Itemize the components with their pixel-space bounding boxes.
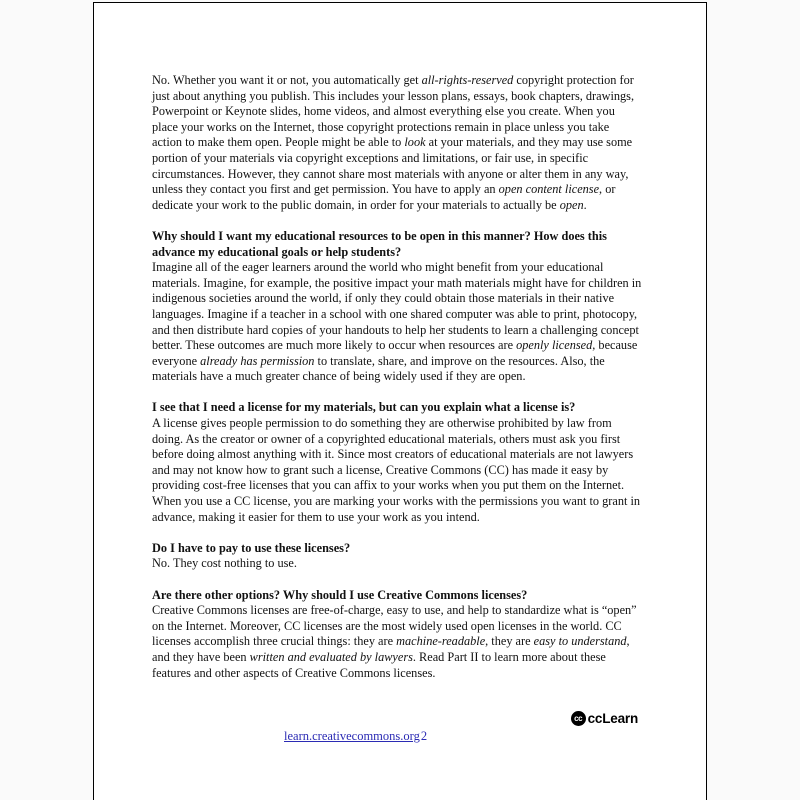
- cc-icon: [571, 711, 586, 726]
- text-run: A license gives people permission to do something they are otherwise prohibited by law from doing. As the creator or owner of a copyrighted educational materials, others must ask you first before doing almost anything with it. Since most creators of educational materials are not lawyers and may not know how to grant such a license, Creative Commons (CC) has made it easy by providing cost-free licenses that you can affix to your works when you put them on the Internet. When you use a CC license, you are marking your works with the permissions you want to grant in advance, making it easier for them to use your work as you intend.: [152, 416, 641, 524]
- document-page: [93, 2, 707, 800]
- text-run-italic: written and evaluated by lawyers: [249, 649, 413, 664]
- text-run-italic: openly licensed: [516, 338, 593, 353]
- cclearn-logo-text: ccLearn: [587, 711, 638, 726]
- cclearn-logo: [571, 711, 638, 726]
- question-heading-what-is-license: I see that I need a license for my materials, but can you explain what a license is?: [152, 400, 576, 415]
- question-heading-why-open: Why should I want my educational resources to be open in this manner? How does this advance my educational goals or help students?: [152, 228, 607, 259]
- text-run-italic: already has permission: [200, 353, 315, 368]
- text-run-italic: machine-readable: [396, 634, 486, 649]
- text-run-italic: open: [559, 197, 584, 212]
- text-run: to translate, share, and improve on the resources. Also, the materials have a much greater chance of being widely used if they are open.: [152, 353, 605, 384]
- paragraph-license-answer: [152, 416, 642, 525]
- text-run: Creative Commons licenses are free-of-charge, easy to use, and help to standardize what is “open” on the Internet. Moreover, CC licenses are the most widely used open licenses in the world. CC licenses accomplish three crucial things: they are: [152, 603, 637, 649]
- document-body: [152, 73, 642, 681]
- footer-link[interactable]: learn.creativecommons.org: [284, 729, 420, 743]
- paragraph-other-options-answer: [152, 603, 642, 681]
- page-footer: [284, 729, 427, 744]
- text-run: at your materials, and they may use some portion of your materials via copyright exceptions and limitations, or fair use, in specific circumstances. However, they cannot share most materials with anyone or alter them in any way, unless they contact you first and get permission. You have to apply an: [152, 135, 633, 197]
- text-run: , or dedicate your work to the public domain, in order for your materials to actually be: [152, 182, 616, 212]
- text-run-italic: open content license: [498, 182, 600, 197]
- page-number: 2: [420, 729, 428, 743]
- question-heading-other-options: Are there other options? Why should I use Creative Commons licenses?: [152, 587, 528, 602]
- text-run: No. Whether you want it or not, you automatically get: [152, 73, 422, 87]
- cc-icon-letters: cc: [574, 713, 583, 723]
- text-run: Imagine all of the eager learners around the world who might benefit from your educational materials. Imagine, for example, the positive impact your math materials might have for children in indigenous societies around the world, if only they could obtain those materials in their native languages. Imagine if a teacher in a school with one shared computer was able to print, photocopy, and then distribute hard copies of your handouts to help her students to learn a challenging concept better. These outcomes are much more likely to occur when resources are: [152, 260, 642, 353]
- text-run: , because everyone: [152, 338, 638, 368]
- text-run: .: [583, 197, 587, 212]
- text-run: , and they have been: [152, 634, 630, 664]
- question-heading-pay: Do I have to pay to use these licenses?: [152, 540, 351, 555]
- text-run: No. They cost nothing to use.: [152, 556, 297, 571]
- paragraph-pay-answer: [152, 556, 642, 572]
- text-run: , they are: [485, 634, 534, 649]
- text-run-italic: all-rights-reserved: [421, 73, 514, 87]
- text-run-italic: look: [404, 135, 426, 150]
- paragraph-copyright-answer: [152, 73, 642, 213]
- text-run-italic: easy to understand: [533, 634, 627, 649]
- text-run: . Read Part II to learn more about these features and other aspects of Creative Commons licenses.: [152, 649, 606, 680]
- paragraph-why-open-answer: [152, 260, 642, 385]
- text-run: copyright protection for just about anything you publish. This includes your lesson plans, essays, book chapters, drawings, Powerpoint or Keynote slides, home videos, and almost everything else you create. When you place your works on the Internet, those copyright protections remain in place unless you take action to make them open. People might be able to: [152, 73, 635, 150]
